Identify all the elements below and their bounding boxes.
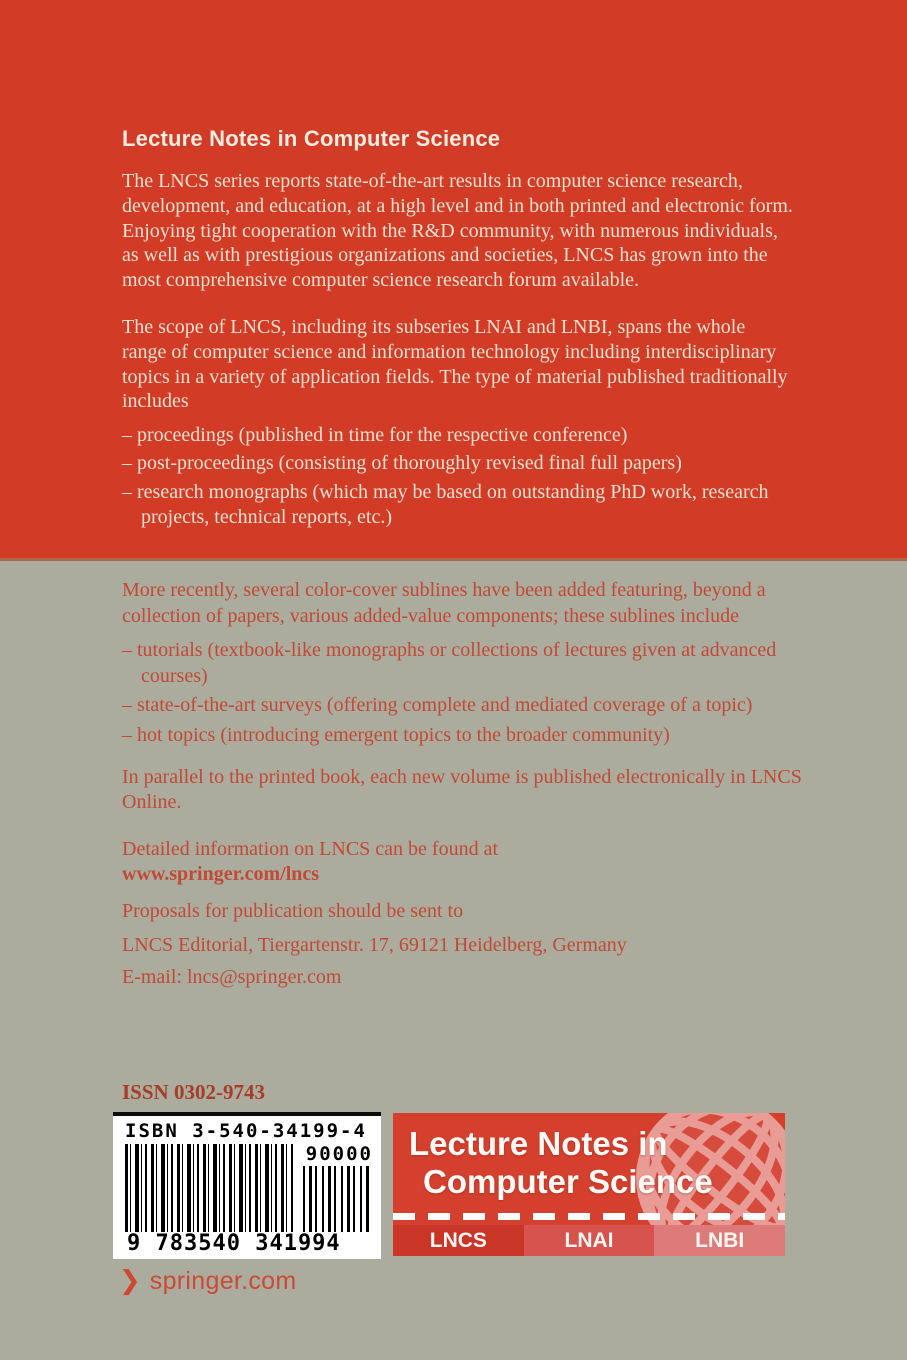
list-item: – hot topics (introducing emergent topics to the broader community) [122,723,670,746]
list-item: – tutorials (textbook-like monographs or collections of lectures given at advanced courses) [122,639,777,687]
ean-digits-text: 9 783540 341994 [127,1231,341,1256]
scope-paragraph: The scope of LNCS, including its subseries LNAI and LNBI, spans the whole range of computer science and information technology including interdisciplinary topics in a variety of application fields. The type of material published traditionally includes [122,315,788,413]
logo-title [393,1113,785,1201]
list-item: – state-of-the-art surveys (offering complete and mediated coverage of a topic) [122,694,753,717]
subseries-badge-lnbi: LNBI [654,1225,785,1256]
proposals-paragraph: Proposals for publication should be sent to [122,899,464,922]
editorial-address: LNCS Editorial, Tiergartenstr. 17, 69121 Heidelberg, Germany [122,933,627,956]
series-description-paragraph: The LNCS series reports state-of-the-art results in computer science research, development, and education, at a high level and in both printed and electronic form. Enjoying tight cooperation with the R&D community, with numerous individuals, as well as with prestigious organizations and societies, LNCS has grown into the most comprehensive computer science research forum available. [122,170,793,292]
supplement-code-text: 90000 [305,1143,373,1165]
subseries-badge-lnai: LNAI [524,1225,655,1256]
logo-subseries-strip [393,1225,785,1256]
subseries-badge-lncs: LNCS [393,1225,524,1256]
supplemental-barcode-area [303,1144,373,1232]
online-paragraph: In parallel to the printed book, each new volume is published electronically in LNCS Online. [122,765,802,814]
contact-email: E-mail: lncs@springer.com [122,966,342,989]
barcode-bars-row [113,1144,381,1232]
ean-barcode-icon [125,1144,293,1232]
supplemental-barcode-icon [303,1166,369,1232]
logo-title-line1: Lecture Notes in [409,1125,668,1162]
lncs-url-text: www.springer.com/lncs [122,863,320,886]
tan-section [0,564,907,991]
logo-title-line2: Computer Science [423,1163,713,1200]
lncs-series-logo [393,1113,785,1256]
red-section-content [0,0,907,529]
issn-number: ISSN 0302-9743 [122,1080,265,1104]
red-section [0,0,907,561]
publisher-footer [119,1266,297,1296]
springer-brand-text: springer.com [149,1266,297,1295]
list-item: – research monographs (which may be based on outstanding PhD work, research projects, technical reports, etc.) [122,480,769,528]
list-item: – post-proceedings (consisting of thoroughly revised final full papers) [122,452,682,475]
springer-chevron-icon: ❯ [119,1266,141,1296]
detailed-info-paragraph: Detailed information on LNCS can be found at [122,837,499,860]
isbn-number-text: ISBN 3-540-34199-4 [125,1120,367,1142]
series-title: Lecture Notes in Computer Science [122,126,501,151]
sublines-paragraph: More recently, several color-cover sublines have been added featuring, beyond a collection of papers, various added-value components; these sublines include [122,579,766,627]
list-item: – proceedings (published in time for the respective conference) [122,424,628,447]
isbn-barcode-label [113,1112,381,1259]
logo-dashed-divider [393,1213,785,1220]
published-material-list [122,423,797,529]
sublines-list [122,638,802,748]
